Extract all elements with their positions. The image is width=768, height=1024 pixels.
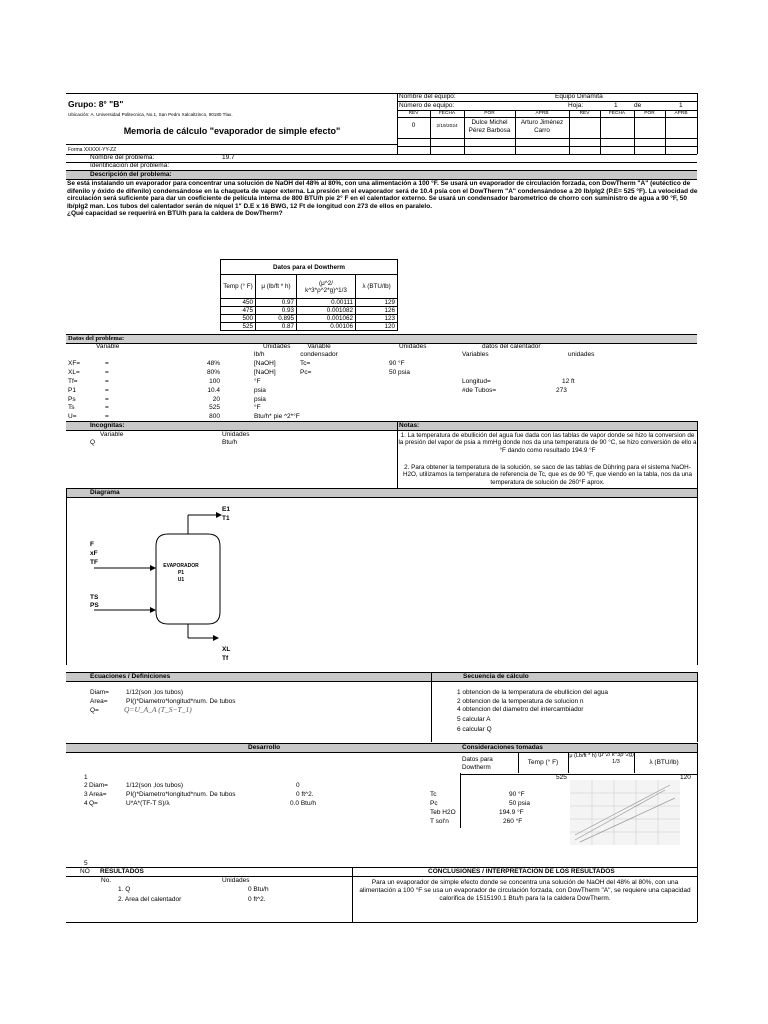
consid-label: Datos para Dowtherm (462, 756, 493, 771)
dev-num: 2 (84, 782, 88, 789)
hoja-de: de (634, 102, 642, 109)
res-value: 0 Btu/h (248, 886, 269, 893)
nombre-problema-label: Nombre del problema: (90, 154, 155, 161)
ecuaciones-heading: Ecuaciones / Definiciones (90, 673, 171, 680)
desarrollo-heading: Desarrollo (248, 744, 281, 751)
eq-value: PI()*Diametro*longitud*num. De tubos (126, 698, 236, 705)
conclusiones-heading: CONCLUSIONES / INTERPRETACIÓN DE LOS RESULTADOS (428, 868, 615, 875)
diagrama-heading: Diagrama (90, 489, 120, 496)
consid-th-mu: μ (Lb/ft * h) (569, 753, 597, 759)
aprb-header: APRB (535, 111, 549, 116)
datos-heading: Datos del problema: (68, 335, 125, 342)
nombre-equipo-label: Nombre del equipo: (399, 93, 456, 100)
dev-formula: 1/12(son ,los tubos) (126, 782, 184, 789)
datos-eq: = (105, 360, 109, 367)
datos-var-value: 100 (209, 378, 220, 385)
consid-value: 50 psia (509, 800, 530, 807)
col-variable: Variable (96, 343, 120, 350)
rev-header-2: REV (579, 111, 590, 116)
liquid-outlet-arrow (213, 635, 219, 641)
ecuaciones-bar (66, 672, 431, 682)
sec-step: 1 obtencion de la temperatura de ebullicion del agua (457, 689, 609, 696)
consid-value: 260 °F (503, 818, 523, 825)
fecha-header-2: FECHA (608, 111, 626, 116)
label-e1: E1 (222, 506, 230, 513)
tc-label: Tc= (300, 360, 311, 367)
dev-value: 0 ft^2. (296, 791, 314, 798)
sec-step: 2 obtencion de la temperatura de solucion n (457, 698, 584, 705)
label-tf2: Tf (222, 655, 229, 662)
sec-step: 6 calcular Q (457, 726, 492, 733)
duhring-chart-image (570, 780, 680, 845)
consid-value: 90 °F (509, 791, 525, 798)
secuencia-bar (431, 672, 697, 682)
consideraciones-heading: Consideraciones tomadas (462, 744, 543, 751)
sec-step: 4 obtencion del diametro del intercambiador (457, 706, 584, 713)
datos-var-name: Ts (68, 404, 75, 411)
table-row: 500 0.895 0.001062 123 (221, 315, 398, 323)
datos-var-value: 48% (206, 360, 220, 367)
steam-arrow (150, 607, 156, 613)
tc-value: 90 °F (389, 360, 405, 367)
page-title: Memoria de cálculo "evaporador de simple efecto" (123, 126, 341, 136)
tubos-value: 273 (556, 387, 567, 394)
grid-v (515, 110, 516, 154)
descripcion-bar (66, 170, 697, 180)
longitud-label: Longitud= (462, 378, 491, 385)
datos-var-name: XL= (68, 369, 80, 376)
th-mu: μ (lb/ft * h) (256, 275, 297, 299)
header-line-5 (397, 146, 697, 147)
pc-label: Pc= (300, 369, 312, 376)
grid-v (431, 672, 432, 742)
datos-bar (66, 334, 697, 344)
consid-name: Teb H2O (430, 809, 456, 816)
datos-var-value: 10.4 (207, 387, 220, 394)
datos-var-unit: psia (254, 396, 266, 403)
pc-value: 50 psia (389, 369, 410, 376)
eq-name: Area= (90, 698, 108, 705)
consid-value: 194.9 °F (499, 809, 524, 816)
evaporator-p1: P1 (177, 570, 185, 576)
grupo-label: Grupo: 8° "B" (68, 99, 124, 109)
grid-v (569, 110, 570, 154)
ubicacion-text: Ubicación: A. Universidad Politecnica, No.1, San Pedro Xalcaltzinco, 90180 Tlax. (68, 112, 233, 117)
col-variables3: Variables (462, 351, 489, 358)
dowtherm-table (220, 259, 398, 331)
grid-v (430, 110, 431, 154)
dev-name: Diam= (89, 782, 108, 789)
desarrollo-bar (66, 743, 460, 753)
datos-var-unit: °F (254, 378, 261, 385)
grid-v (634, 752, 635, 773)
col-calentador: datos del calentador (482, 343, 541, 350)
grid-v (697, 421, 698, 488)
por-header: POR (484, 111, 495, 116)
consid-th-temp: Temp (° F) (527, 759, 559, 766)
label-t1: T1 (222, 515, 230, 522)
notas-heading: Notas: (399, 422, 420, 429)
res-name: 2. Area del calentador (118, 896, 182, 903)
nombre-problema-value: 19.7 (222, 154, 235, 161)
datos-var-unit: Btu/h* pie ^2*°F (254, 413, 300, 420)
consid-lambda-value: 120 (680, 774, 691, 781)
dev-formula: PI()*Diametro*longitud*num. De tubos (126, 791, 236, 798)
longitud-value: 12 ft (562, 378, 575, 385)
consid-th-lambda: λ (BTU/lb) (649, 759, 679, 766)
datos-var-value: 20 (212, 396, 220, 403)
descripcion-text: Se está instalando un evaporador para concentrar una solución de NaOH del 48% al 80%, con una alimentación a 100 °F. Se usará un evaporador de circulación forzada, con DowTherm "A" (eutéctico de difenilo y óxido de difenilo) condensándose en la chaqueta de vapor externa. La presión en el evaporador será de 10.4 psia con el DowTherm "A" condensándose a 20 lb/plg2 (P.E= 525 °F). La velocidad de circulación será suficiente para dar un coeficiente de película interna de 800 BTU/h pie 2° F en el calentador externo. Se usará un condensador barometrico de chorro con suministro de agua a 90 °F, 50 lb/plg2 man. Los tubos del calentador serán de níquel 1" D.E x 16 BWG, 12 Ft de longitud con 273 de ellos en paralelo. (67, 180, 698, 210)
descripcion-question: ¿Qué capacidad se requerirá en BTU/h para la caldera de DowTherm? (67, 210, 283, 217)
grid-v (600, 110, 601, 154)
note-1: 1. La temperatura de ebullición del agua fue dada con las tablas de vapor donde se hizo la conversion de la presión del vapor de psia a mmHg donde nos da una temperatura de 90 °C, se hizo conversión de ello a °F dando como resultado 194.9 °F (398, 432, 697, 454)
dev-formula: U*A*(TF-T S)/λ (126, 800, 170, 807)
dowtherm-table-title: Datos para el Dowtherm (221, 260, 398, 275)
note-2: 2. Para obtener la temperatura de la solución, se saco de las tablas de Dühring para el sistema NaOH-H2O, utilizamos la temperatura de referencia de Tc, que es de 90 °F, que viendo en la tabla, nos da una temperatura de solución de 260°F aprox. (402, 464, 693, 486)
unit-lbh: lb/h (254, 351, 265, 358)
header-line-3 (397, 117, 697, 118)
conclusiones-text: Para un evaporador de simple efecto donde se concentra una solución de NaOH del 48% al 80%, con una alimentación a 100 °F se usa un evaporador de circulación forzada, con DowTherm "A", se requiere una capacidad calorifica de 1515190.1 Btu/h para la la caldera DowTherm. (359, 879, 691, 902)
datos-eq: = (105, 396, 109, 403)
eq-value: 1/12(son ,los tubos) (126, 689, 184, 696)
aprb-header-2: APRB (674, 111, 688, 116)
datos-eq: = (105, 413, 109, 420)
col-unidades3: unidades (568, 351, 595, 358)
datos-eq: = (105, 378, 109, 385)
table-row: 450 0.97 0.00111 129 (221, 299, 398, 307)
grid-v (634, 110, 635, 154)
inc-col-unidades: Unidades (222, 431, 250, 438)
res-value: 0 ft^2. (248, 896, 266, 903)
res-name: 1. Q (118, 886, 131, 893)
rev-header: REV (408, 111, 419, 116)
dev-name: Area= (89, 791, 107, 798)
consid-name: Pc (430, 800, 438, 807)
label-tf: TF (90, 559, 98, 566)
res-col-unidades: Unidades (222, 877, 250, 884)
evaporator-u1: U1 (177, 577, 185, 583)
grid-v (697, 93, 698, 154)
datos-var-unit: [NaOH] (254, 360, 276, 367)
label-f: F (90, 541, 94, 548)
consid-temp-value: 525 (556, 774, 567, 781)
sec-step: 5 calcular A (457, 716, 491, 723)
table-row: 475 0.93 0.001082 126 (221, 307, 398, 315)
por-header-2: POR (644, 111, 655, 116)
col-variable-condensador: Variable condensador (300, 343, 338, 358)
hoja-total: 1 (679, 102, 683, 109)
datos-var-name: U= (68, 413, 77, 420)
th-group: (μ^2/ k^3*ρ^2*g)^1/3 (297, 275, 356, 299)
datos-eq: = (105, 369, 109, 376)
label-ts: TS (90, 594, 99, 601)
datos-var-value: 525 (209, 404, 220, 411)
numero-equipo-label: Número de equipo: (399, 102, 455, 109)
eq-name: Diam= (90, 689, 109, 696)
grid-v (697, 867, 698, 922)
dev-name: Q= (89, 800, 98, 807)
inc-unit: Btu/h (222, 439, 238, 446)
eq-name: Q= (90, 707, 99, 714)
dev-num: 4 (84, 800, 88, 807)
datos-var-value: 80% (206, 369, 220, 376)
fecha-header: FECHA (438, 111, 456, 116)
resultados-heading: RESULTADOS (100, 868, 144, 875)
datos-var-name: XF= (68, 360, 81, 367)
datos-var-unit: [NaOH] (254, 369, 276, 376)
line (66, 922, 697, 923)
datos-var-name: P1 (68, 387, 76, 394)
header-divider (66, 144, 398, 145)
datos-var-value: 800 (209, 413, 220, 420)
dev-num: 3 (84, 791, 88, 798)
dev-num: 5 (84, 860, 88, 867)
hoja-label: Hoja: (568, 102, 584, 109)
aprb-value: Arturo Jiménez Carro (520, 119, 564, 134)
header-line-6 (66, 154, 697, 155)
table-row: 525 0.87 0.00106 120 (221, 323, 398, 331)
dev-value: 0.0 Btu/h (290, 800, 317, 807)
th-temp: Temp (° F) (221, 275, 256, 299)
fecha-value: 2/19/2024 (436, 124, 458, 129)
inc-col-variable: Variable (100, 431, 124, 438)
identificacion-label: Identificación del problema: (90, 162, 170, 169)
grid-v (697, 488, 698, 665)
label-xl: XL (222, 646, 231, 653)
label-xf: xF (90, 550, 98, 557)
inc-var: Q (90, 439, 96, 446)
res-col-no: NO (80, 868, 90, 875)
consid-th-group: (μ^2/ k^3ρ^2g) 1/3 (598, 752, 634, 765)
por-value: Dulce Michel Pérez Barbosa (468, 119, 511, 134)
label-ps: PS (90, 602, 99, 609)
grid-v (665, 110, 666, 154)
forma-code: Forma XXXXX-YY-ZZ (68, 147, 117, 153)
tubos-label: #de Tubos= (462, 387, 497, 394)
incognitas-heading: Incognitas: (90, 422, 125, 429)
datos-var-name: Ps (68, 396, 76, 403)
secuencia-heading: Secuencia de cálculo (463, 673, 529, 680)
datos-var-unit: °F (254, 404, 261, 411)
grid-v (697, 672, 698, 742)
diagrama-bar (66, 488, 697, 498)
descripcion-heading: Descripción del problema: (90, 171, 172, 178)
line (66, 876, 697, 877)
res-col-no2: No. (101, 877, 112, 884)
datos-eq: = (105, 404, 109, 411)
consid-name: T sol'n (430, 818, 449, 825)
th-lambda: λ (BTU/lb) (356, 275, 398, 299)
header-line-4 (397, 138, 697, 139)
nombre-equipo-value: Equipo Dinamita (555, 93, 603, 100)
notas-bar (397, 421, 697, 431)
evaporator-label: EVAPORADOR (163, 563, 199, 569)
rev-value: 0 (411, 122, 416, 129)
hoja-num: 1 (614, 102, 618, 109)
eq-q-formula: Q=U_A_A (T_S−T_1) (124, 705, 192, 714)
grid-v (464, 110, 465, 154)
datos-eq: = (105, 387, 109, 394)
consid-name: Tc (430, 791, 437, 798)
dev-value: 0 (296, 782, 300, 789)
col-unidades2: Unidades (399, 343, 427, 350)
incognitas-bar (66, 421, 397, 431)
datos-var-unit: psia (254, 387, 266, 394)
datos-var-name: Tf= (68, 378, 78, 385)
col-unidades: Unidades (263, 343, 291, 350)
grid-v (697, 743, 698, 867)
dev-num: 1 (84, 774, 88, 781)
